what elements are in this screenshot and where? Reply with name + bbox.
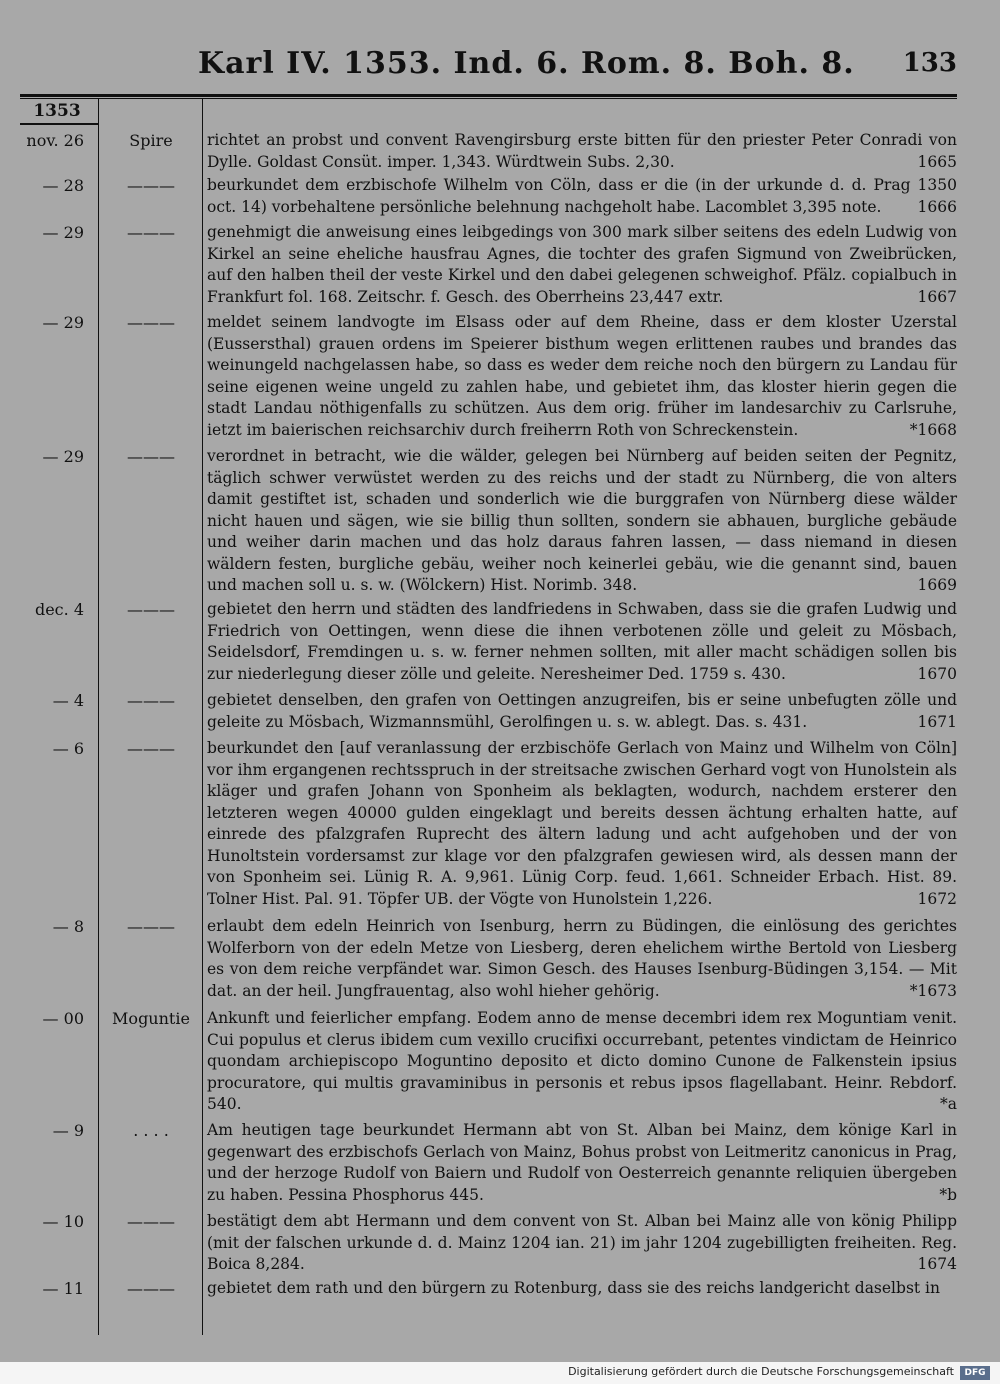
entry-number: 1674 xyxy=(917,1255,957,1273)
entry-body: richtet an probst und convent Ravengirsburg erste bitten für den priester Peter Conradi von Dylle. Goldast Consüt. imper. 1,343. Würdtwein Subs. 2,30. xyxy=(207,131,957,171)
entry-body: beurkundet dem erzbischofe Wilhelm von Cöln, dass er die (in der urkunde d. d. Prag 1350 oct. 14) vorbehaltene persönliche belehnung nachgeholt habe. Lacomblet 3,395 note. xyxy=(207,176,957,216)
entry-date: — 28 xyxy=(42,176,84,195)
entry-date: — 8 xyxy=(52,917,84,936)
entry-body: Am heutigen tage beurkundet Hermann abt von St. Alban bei Mainz, dem könige Karl in gegenwart des erzbischofs Gerlach von Mainz, Bohus probst von Leitmeritz canonicus in Prag, und der herzoge Rudolf von Baiern und Rudolf von Oesterreich genannte reliquien übergeben zu haben. Pessina Phosphorus 445. xyxy=(207,1121,957,1204)
entry-place: ——— xyxy=(127,1212,175,1231)
entry-number: *b xyxy=(939,1185,957,1204)
entry-date: — 29 xyxy=(42,447,84,466)
entry-text xyxy=(207,599,957,685)
entry-text xyxy=(207,738,957,910)
entry-body: genehmigt die anweisung eines leibgedings von 300 mark silber seitens des edeln Ludwig von Kirkel an seine eheliche hausfrau Agnes, die tochter des grafen Sigmund von Zweibrücken, auf den halben theil der veste Kirkel und den dabei gelegenen schweighof. Pfälz. copialbuch in Frankfurt fol. 168. Zeitschr. f. Gesch. des Oberrheins 23,447 extr. xyxy=(207,223,957,306)
entry-place: . . . . xyxy=(133,1121,169,1140)
header-rule-thin xyxy=(20,98,957,99)
entry-place: ——— xyxy=(127,600,175,619)
entry-place: ——— xyxy=(127,176,175,195)
entry-place: ——— xyxy=(127,223,175,242)
entry-text xyxy=(207,175,957,218)
entry-number: 1671 xyxy=(917,712,957,731)
year-rule xyxy=(20,123,98,125)
entry-date: — 6 xyxy=(52,739,84,758)
entry-body: meldet seinem landvogte im Elsass oder auf dem Rheine, dass er dem kloster Uzerstal (Eussersthal) grauen ordens im Speierer bisthum wegen erlittenen raubes und brandes das weinungeld nachgelassen habe, so dass es weder dem reiche noch den bürgern zu Landau für seine eigenen weine ungeld zu zahlen habe, und gebietet ihm, das kloster hierin gegen die stadt Landau nöthigenfalls zu schützen. Aus dem orig. früher im landesarchiv zu Carlsruhe, ietzt im baierischen reichsarchiv durch freiherrn Roth von Schreckenstein. xyxy=(207,313,957,439)
entry-body: verordnet in betracht, wie die wälder, gelegen bei Nürnberg auf beiden seiten der Pegnitz, täglich schwer verwüstet werden zu des reichs und der stadt zu Nürnberg, die von alters damit gestiftet ist, schaden und sonderlich wie die burggrafen von Nürnberg diese wälder nicht hauen und sägen, wie sie billig thun sollten, sondern sie abhauen, burgliche gebäude und weiher darin machen und das holz daraus fahren lassen, — dass niemand in diesen wäldern festen, burgliche gebäu, weiher noch keinerlei gebäu, wie die genannt sind, bauen und machen soll u. s. w. (Wölckern) Hist. Norimb. 348. xyxy=(207,447,957,594)
digitization-footer xyxy=(0,1362,1000,1384)
entry-number: 1669 xyxy=(917,576,957,594)
entry-text xyxy=(207,1211,957,1276)
entry-text xyxy=(207,446,957,597)
page-number: 133 xyxy=(902,48,957,78)
entry-body: gebietet dem rath und den bürgern zu Rotenburg, dass sie des reichs landgericht daselbst in xyxy=(207,1279,940,1297)
entry-text xyxy=(207,1008,957,1116)
entry-body: gebietet denselben, den grafen von Oettingen anzugreifen, bis er seine unbefugten zölle und geleite zu Mösbach, Wizmannsmühl, Gerolfingen u. s. w. ablegt. Das. s. 431. xyxy=(207,691,957,731)
entry-place: ——— xyxy=(127,1279,175,1298)
year-label: 1353 xyxy=(33,101,81,121)
entry-date: — 29 xyxy=(42,313,84,332)
entry-number: *a xyxy=(940,1095,957,1113)
running-header xyxy=(0,46,1000,86)
entry-number: *1668 xyxy=(909,420,957,439)
entry-text xyxy=(207,312,957,441)
entry-place: ——— xyxy=(127,917,175,936)
entry-date: nov. 26 xyxy=(26,131,84,150)
entry-number: 1667 xyxy=(917,287,957,306)
entry-body: bestätigt dem abt Hermann und dem convent von St. Alban bei Mainz alle von könig Philipp (mit der falschen urkunde d. d. Mainz 1204 ian. 21) im jahr 1204 zugebilligten freiheiten. Reg. Boica 8,284. xyxy=(207,1212,957,1273)
entry-date: — 11 xyxy=(42,1279,84,1298)
entry-date: — 4 xyxy=(52,691,84,710)
page-title: Karl IV. 1353. Ind. 6. Rom. 8. Boh. 8. xyxy=(198,46,855,81)
entry-place: ——— xyxy=(127,739,175,758)
entry-date: — 00 xyxy=(42,1009,84,1028)
entry-body: erlaubt dem edeln Heinrich von Isenburg, herrn zu Büdingen, die einlösung des gerichtes Wolferborn von der edeln Metze von Liesberg, deren ehelichem wirthe Bertold von Liesberg es von dem reiche verpfändet war. Simon Gesch. des Hauses Isenburg-Büdingen 3,154. — Mit dat. an der heil. Jungfrauentag, also wohl hieher gehörig. xyxy=(207,917,957,1000)
entry-body: beurkundet den [auf veranlassung der erzbischöfe Gerlach von Mainz und Wilhelm von Cöln] vor ihm ergangenen rechtsspruch in der streitsache zwischen Gerhard vogt von Hunolstein als kläger und grafen Johann von Sponheim als beklagten, wodurch, nachdem ersterer den letzteren wegen 40000 gulden eingeklagt und bereits dessen ächtung erhalten hatte, auf einrede des pfalzgrafen Ruprecht des ältern ladung und acht aufgehoben und der von Hunoltstein vordersamst zur klage vor den pfalzgrafen gewiesen wird, als dessen mann der von Sponheim sei. Lünig R. A. 9,961. Lünig Corp. feud. 1,661. Schneider Erbach. Hist. 89. Tolner Hist. Pal. 91. Töpfer UB. der Vögte von Hunolstein 1,226. xyxy=(207,739,957,908)
entry-place: ——— xyxy=(127,313,175,332)
entry-number: 1665 xyxy=(917,152,957,171)
entry-number: 1666 xyxy=(917,197,957,216)
entry-text xyxy=(207,690,957,733)
column-divider-place xyxy=(202,99,203,1335)
header-rule xyxy=(20,94,957,97)
entry-text xyxy=(207,1120,957,1206)
entry-body: gebietet den herrn und städten des landfriedens in Schwaben, dass sie die grafen Ludwig und Friedrich von Oettingen, wenn diese die ihnen verbotenen zölle und geleit zu Mösbach, Seidelsdorf, Fremdingen u. s. w. ferner nehmen sollten, mit aller macht schädigen sollen bis zur niederlegung dieser zölle und geleite. Neresheimer Ded. 1759 s. 430. xyxy=(207,600,957,683)
entry-number: 1670 xyxy=(917,664,957,683)
entry-date: — 29 xyxy=(42,223,84,242)
entry-number: *1673 xyxy=(909,981,957,1000)
entry-text xyxy=(207,222,957,308)
entry-text xyxy=(207,1278,957,1300)
entry-text xyxy=(207,130,957,173)
entry-date: dec. 4 xyxy=(34,600,84,619)
entry-text xyxy=(207,916,957,1002)
dfg-logo: DFG xyxy=(960,1366,990,1380)
entry-place: ——— xyxy=(127,447,175,466)
column-divider-date xyxy=(98,99,99,1335)
entry-place: Spire xyxy=(129,131,173,150)
entry-number: 1672 xyxy=(917,889,957,908)
entry-place: Moguntie xyxy=(112,1009,190,1028)
funding-credit: Digitalisierung gefördert durch die Deutsche Forschungsgemeinschaft xyxy=(568,1365,954,1378)
entry-date: — 9 xyxy=(52,1121,84,1140)
entry-date: — 10 xyxy=(42,1212,84,1231)
entry-body: Ankunft und feierlicher empfang. Eodem anno de mense decembri idem rex Moguntiam venit. Cui populus et clerus ibidem cum vexillo crucifixi occurrebant, petentes vindictam de Heinrico quondam archiepiscopo Moguntino deposito et dicto domino Cunone de Falkenstein ipsius procuratore, qui multis gravaminibus in personis et rebus ipsos flagellabant. Heinr. Rebdorf. 540. xyxy=(207,1009,957,1113)
entry-place: ——— xyxy=(127,691,175,710)
